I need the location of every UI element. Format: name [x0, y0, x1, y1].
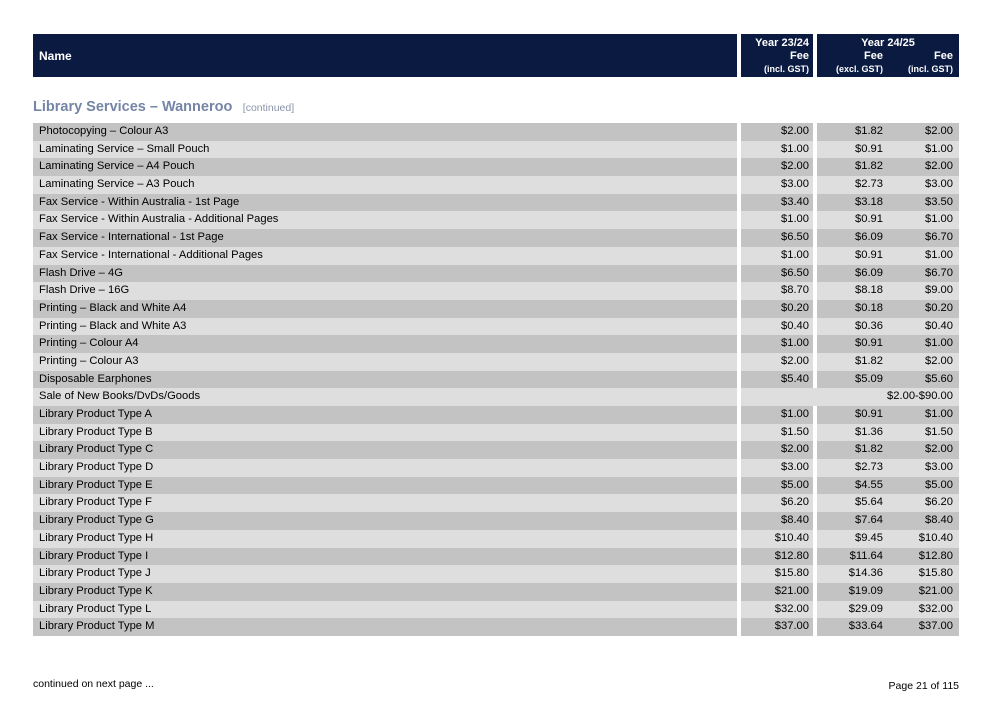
table-row	[33, 548, 959, 566]
row-fee-2324-incl-cell: $12.80	[741, 548, 813, 566]
row-fee-2324-incl-cell: $1.00	[741, 141, 813, 159]
header-name-cell	[33, 34, 737, 77]
table-row	[33, 459, 959, 477]
row-fee-2425-incl-cell: $2.00	[887, 123, 959, 141]
row-fee-2425-incl-cell: $1.00	[887, 335, 959, 353]
row-name-cell: Flash Drive – 16G	[33, 282, 737, 300]
row-fee-2324-incl-cell: $2.00	[741, 158, 813, 176]
row-fee-range-cell: $2.00-$90.00	[741, 388, 959, 406]
row-fee-2425-incl-cell: $6.20	[887, 494, 959, 512]
row-name-cell: Library Product Type B	[33, 424, 737, 442]
row-fee-2425-excl-cell: $14.36	[817, 565, 887, 583]
table-row	[33, 424, 959, 442]
header-year1-gst: (incl. GST)	[764, 64, 809, 74]
row-fee-2425-excl-cell: $33.64	[817, 618, 887, 636]
table-row	[33, 335, 959, 353]
row-fee-2425-incl-cell: $9.00	[887, 282, 959, 300]
row-fee-2425-excl-cell: $3.18	[817, 194, 887, 212]
row-fee-2425-excl-cell: $0.36	[817, 318, 887, 336]
row-fee-2425-incl-cell: $3.00	[887, 176, 959, 194]
table-row	[33, 565, 959, 583]
row-fee-2324-incl-cell: $5.00	[741, 477, 813, 495]
row-fee-2425-excl-cell: $1.82	[817, 441, 887, 459]
row-fee-2324-incl-cell: $8.70	[741, 282, 813, 300]
table-row	[33, 194, 959, 212]
row-fee-2425-incl-cell: $1.00	[887, 247, 959, 265]
table-row	[33, 123, 959, 141]
row-fee-2324-incl-cell: $1.00	[741, 406, 813, 424]
row-fee-2324-incl-cell: $1.00	[741, 247, 813, 265]
row-name-cell: Library Product Type I	[33, 548, 737, 566]
row-name-cell: Flash Drive – 4G	[33, 265, 737, 283]
table-row	[33, 300, 959, 318]
row-fee-2425-excl-cell: $1.82	[817, 158, 887, 176]
row-fee-2425-excl-cell: $0.91	[817, 247, 887, 265]
row-name-cell: Library Product Type J	[33, 565, 737, 583]
row-fee-2425-incl-cell: $5.00	[887, 477, 959, 495]
table-row	[33, 371, 959, 389]
row-fee-2324-incl-cell: $2.00	[741, 123, 813, 141]
row-fee-2324-incl-cell: $15.80	[741, 565, 813, 583]
row-fee-2425-incl-cell: $15.80	[887, 565, 959, 583]
header-year2-gst-incl: (incl. GST)	[908, 64, 953, 74]
row-fee-2425-incl-cell: $8.40	[887, 512, 959, 530]
header-year2-gst-excl: (excl. GST)	[835, 64, 883, 74]
row-name-cell: Laminating Service – Small Pouch	[33, 141, 737, 159]
row-name-cell: Laminating Service – A3 Pouch	[33, 176, 737, 194]
row-fee-2425-incl-cell: $1.00	[887, 141, 959, 159]
row-fee-2324-incl-cell: $8.40	[741, 512, 813, 530]
row-name-cell: Library Product Type A	[33, 406, 737, 424]
row-fee-2324-incl-cell: $3.00	[741, 176, 813, 194]
table-row	[33, 353, 959, 371]
row-name-cell: Fax Service - Within Australia - 1st Page	[33, 194, 737, 212]
row-fee-2425-excl-cell: $11.64	[817, 548, 887, 566]
table-row	[33, 601, 959, 619]
header-name-label: Name	[39, 49, 72, 63]
row-fee-2425-excl-cell: $5.64	[817, 494, 887, 512]
row-fee-2324-incl-cell: $6.50	[741, 229, 813, 247]
row-fee-2425-incl-cell: $32.00	[887, 601, 959, 619]
table-row	[33, 318, 959, 336]
table-row	[33, 176, 959, 194]
row-fee-2425-incl-cell: $10.40	[887, 530, 959, 548]
row-name-cell: Fax Service - Within Australia - Additional Pages	[33, 211, 737, 229]
row-fee-2425-excl-cell: $2.73	[817, 459, 887, 477]
table-row	[33, 441, 959, 459]
row-fee-2324-incl-cell: $32.00	[741, 601, 813, 619]
row-fee-2425-excl-cell: $9.45	[817, 530, 887, 548]
row-fee-2324-incl-cell: $0.20	[741, 300, 813, 318]
row-fee-2425-incl-cell: $21.00	[887, 583, 959, 601]
table-row	[33, 530, 959, 548]
row-fee-2324-incl-cell: $1.00	[741, 211, 813, 229]
row-name-cell: Printing – Colour A3	[33, 353, 737, 371]
row-name-cell: Library Product Type C	[33, 441, 737, 459]
table-row	[33, 211, 959, 229]
row-fee-2425-excl-cell: $4.55	[817, 477, 887, 495]
row-fee-2324-incl-cell: $3.00	[741, 459, 813, 477]
row-fee-2425-excl-cell: $6.09	[817, 265, 887, 283]
table-row	[33, 406, 959, 424]
row-fee-2425-incl-cell: $2.00	[887, 441, 959, 459]
table-row	[33, 141, 959, 159]
row-fee-2324-incl-cell: $10.40	[741, 530, 813, 548]
section-heading	[33, 98, 294, 116]
row-fee-2425-incl-cell: $2.00	[887, 158, 959, 176]
row-name-cell: Printing – Black and White A4	[33, 300, 737, 318]
header-year2-label: Year 24/25	[861, 37, 915, 49]
row-fee-2425-excl-cell: $0.91	[817, 406, 887, 424]
row-fee-2425-incl-cell: $6.70	[887, 265, 959, 283]
row-fee-2425-excl-cell: $1.82	[817, 353, 887, 371]
header-year2-fee-incl: Fee	[934, 50, 953, 62]
row-fee-2425-excl-cell: $7.64	[817, 512, 887, 530]
row-fee-2425-incl-cell: $1.00	[887, 211, 959, 229]
header-year1-fee: Fee	[790, 50, 809, 62]
row-name-cell: Fax Service - International - 1st Page	[33, 229, 737, 247]
table-row	[33, 158, 959, 176]
row-fee-2324-incl-cell: $21.00	[741, 583, 813, 601]
row-fee-2324-incl-cell: $2.00	[741, 353, 813, 371]
row-name-cell: Laminating Service – A4 Pouch	[33, 158, 737, 176]
footer-page-number: Page 21 of 115	[888, 680, 959, 692]
footer-continued: continued on next page ...	[33, 678, 154, 690]
row-name-cell: Library Product Type K	[33, 583, 737, 601]
row-name-cell: Library Product Type L	[33, 601, 737, 619]
row-fee-2425-incl-cell: $3.50	[887, 194, 959, 212]
row-fee-2324-incl-cell: $1.00	[741, 335, 813, 353]
row-name-cell: Library Product Type D	[33, 459, 737, 477]
row-name-cell: Library Product Type E	[33, 477, 737, 495]
row-fee-2425-incl-cell: $0.40	[887, 318, 959, 336]
section-title: Library Services – Wanneroo	[33, 99, 233, 115]
row-name-cell: Library Product Type G	[33, 512, 737, 530]
fee-table	[33, 123, 959, 636]
row-fee-2425-excl-cell: $2.73	[817, 176, 887, 194]
row-name-cell: Sale of New Books/DvDs/Goods	[33, 388, 737, 406]
row-fee-2425-incl-cell: $1.00	[887, 406, 959, 424]
row-fee-2425-excl-cell: $1.36	[817, 424, 887, 442]
row-fee-2425-excl-cell: $1.82	[817, 123, 887, 141]
table-row	[33, 388, 959, 406]
table-row	[33, 494, 959, 512]
row-fee-2324-incl-cell: $37.00	[741, 618, 813, 636]
row-fee-2324-incl-cell: $2.00	[741, 441, 813, 459]
row-fee-2425-excl-cell: $6.09	[817, 229, 887, 247]
table-row	[33, 618, 959, 636]
row-fee-2324-incl-cell: $5.40	[741, 371, 813, 389]
table-header	[33, 34, 959, 77]
row-fee-2425-excl-cell: $0.91	[817, 335, 887, 353]
table-row	[33, 265, 959, 283]
header-year1-cell	[741, 34, 813, 77]
table-row	[33, 229, 959, 247]
row-name-cell: Printing – Colour A4	[33, 335, 737, 353]
row-name-cell: Library Product Type H	[33, 530, 737, 548]
row-fee-2425-incl-cell: $37.00	[887, 618, 959, 636]
row-fee-2425-excl-cell: $19.09	[817, 583, 887, 601]
row-fee-2425-excl-cell: $8.18	[817, 282, 887, 300]
row-name-cell: Printing – Black and White A3	[33, 318, 737, 336]
table-row	[33, 512, 959, 530]
row-fee-2425-excl-cell: $0.91	[817, 211, 887, 229]
row-name-cell: Photocopying – Colour A3	[33, 123, 737, 141]
row-name-cell: Library Product Type F	[33, 494, 737, 512]
row-fee-2425-incl-cell: $6.70	[887, 229, 959, 247]
table-row	[33, 282, 959, 300]
header-year2-cell	[817, 34, 959, 77]
header-year2-fee-excl: Fee	[864, 50, 883, 62]
table-row	[33, 477, 959, 495]
header-year1-label: Year 23/24	[755, 37, 809, 49]
row-fee-2425-excl-cell: $5.09	[817, 371, 887, 389]
row-fee-2425-incl-cell: $5.60	[887, 371, 959, 389]
row-fee-2425-excl-cell: $0.91	[817, 141, 887, 159]
row-name-cell: Library Product Type M	[33, 618, 737, 636]
section-continued: [continued]	[242, 102, 295, 114]
row-fee-2324-incl-cell: $3.40	[741, 194, 813, 212]
row-name-cell: Disposable Earphones	[33, 371, 737, 389]
row-fee-2425-excl-cell: $0.18	[817, 300, 887, 318]
row-fee-2324-incl-cell: $6.50	[741, 265, 813, 283]
row-name-cell: Fax Service - International - Additional Pages	[33, 247, 737, 265]
row-fee-2425-incl-cell: $2.00	[887, 353, 959, 371]
table-row	[33, 247, 959, 265]
row-fee-2425-excl-cell: $29.09	[817, 601, 887, 619]
row-fee-2425-incl-cell: $1.50	[887, 424, 959, 442]
table-row	[33, 583, 959, 601]
row-fee-2324-incl-cell: $1.50	[741, 424, 813, 442]
row-fee-2425-incl-cell: $0.20	[887, 300, 959, 318]
row-fee-2425-incl-cell: $12.80	[887, 548, 959, 566]
row-fee-2425-incl-cell: $3.00	[887, 459, 959, 477]
row-fee-2324-incl-cell: $0.40	[741, 318, 813, 336]
row-fee-2324-incl-cell: $6.20	[741, 494, 813, 512]
